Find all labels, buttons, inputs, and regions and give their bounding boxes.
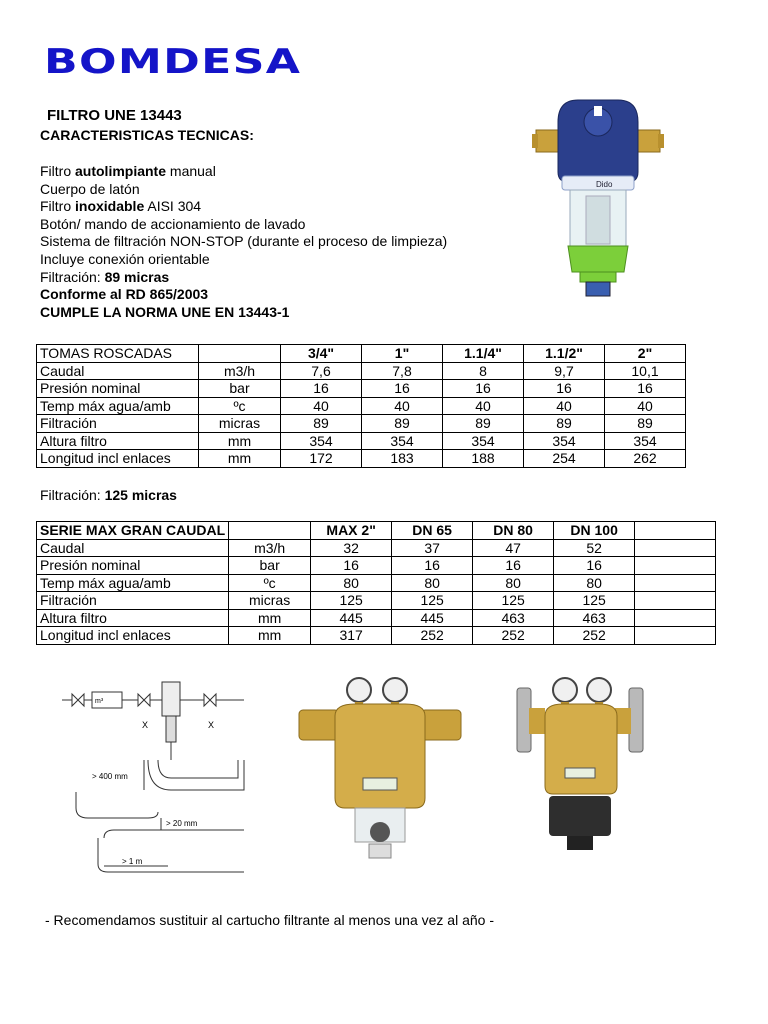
table-row: Presión nominal bar 16 16 16 16: [37, 557, 716, 575]
brand-logo: BOMDESA: [44, 42, 302, 82]
table-header-cell: [635, 522, 716, 540]
table-header-cell: DN 65: [392, 522, 473, 540]
table-header-cell: DN 80: [473, 522, 554, 540]
table-row: Caudal m3/h 32 37 47 52: [37, 539, 716, 557]
feature-item: Cuerpo de latón: [40, 180, 140, 197]
table-header-cell: SERIE MAX GRAN CAUDAL: [37, 522, 229, 540]
flanged-filter-image: [515, 668, 645, 868]
feature-list: [40, 163, 447, 321]
table-header-cell: MAX 2": [311, 522, 392, 540]
table-header-cell: 2": [605, 345, 686, 363]
filtration-125-label: Filtración: 125 micras: [40, 487, 177, 503]
mark-x: X: [142, 720, 149, 730]
product-label: Dido: [596, 180, 613, 189]
table-header-cell: TOMAS ROSCADAS: [37, 345, 199, 363]
table-row: Longitud incl enlaces mm 172 183 188 254 262: [37, 450, 686, 468]
table-header-row: [37, 345, 686, 363]
document-title: FILTRO UNE 13443: [47, 107, 182, 124]
feature-item: Sistema de filtración NON-STOP (durante el proceso de limpieza): [40, 233, 448, 250]
feature-item: Filtración: 89 micras: [40, 268, 170, 285]
meter-label: m³: [95, 698, 104, 705]
filter-product-image: [528, 92, 668, 312]
dimension-20-label: > 20 mm: [166, 819, 198, 828]
table-row: Altura filtro mm 445 445 463 463: [37, 609, 716, 627]
table-header-cell: 1.1/2": [524, 345, 605, 363]
dimension-400-label: > 400 mm: [92, 772, 128, 781]
table-row: Presión nominal bar 16 16 16 16 16: [37, 380, 686, 398]
feature-item: Botón/ mando de accionamiento de lavado: [40, 215, 306, 232]
table-row: Longitud incl enlaces mm 317 252 252 252: [37, 627, 716, 645]
table-row: Filtración micras 89 89 89 89 89: [37, 415, 686, 433]
feature-item: Filtro autolimpiante manual: [40, 163, 216, 179]
spec-table-threaded: [36, 344, 686, 468]
table-header-cell: 1.1/4": [443, 345, 524, 363]
mark-x: X: [208, 720, 215, 730]
spec-table-high-flow: [36, 521, 716, 645]
table-header-cell: 1": [362, 345, 443, 363]
table-row: Altura filtro mm 354 354 354 354 354: [37, 432, 686, 450]
dimension-1m-label: > 1 m: [122, 857, 143, 866]
table-header-cell: DN 100: [554, 522, 635, 540]
table-row: Filtración micras 125 125 125 125: [37, 592, 716, 610]
table-row: Temp máx agua/amb ºc 40 40 40 40 40: [37, 397, 686, 415]
table-header-row: [37, 522, 716, 540]
table-header-cell: [229, 522, 311, 540]
installation-diagram: [58, 668, 248, 878]
brass-filter-image: [295, 668, 465, 868]
feature-item: CUMPLE LA NORMA UNE EN 13443-1: [40, 303, 290, 320]
table-row: Caudal m3/h 7,6 7,8 8 9,7 10,1: [37, 362, 686, 380]
table-header-cell: [199, 345, 281, 363]
table-header-cell: 3/4": [281, 345, 362, 363]
feature-item: Filtro inoxidable AISI 304: [40, 198, 202, 215]
footer-note: - Recomendamos sustituir al cartucho filtrante al menos una vez al año -: [45, 912, 494, 928]
feature-item: Incluye conexión orientable: [40, 250, 210, 267]
table-row: Temp máx agua/amb ºc 80 80 80 80: [37, 574, 716, 592]
feature-item: Conforme al RD 865/2003: [40, 286, 209, 303]
section-subtitle: CARACTERISTICAS TECNICAS:: [40, 127, 254, 143]
